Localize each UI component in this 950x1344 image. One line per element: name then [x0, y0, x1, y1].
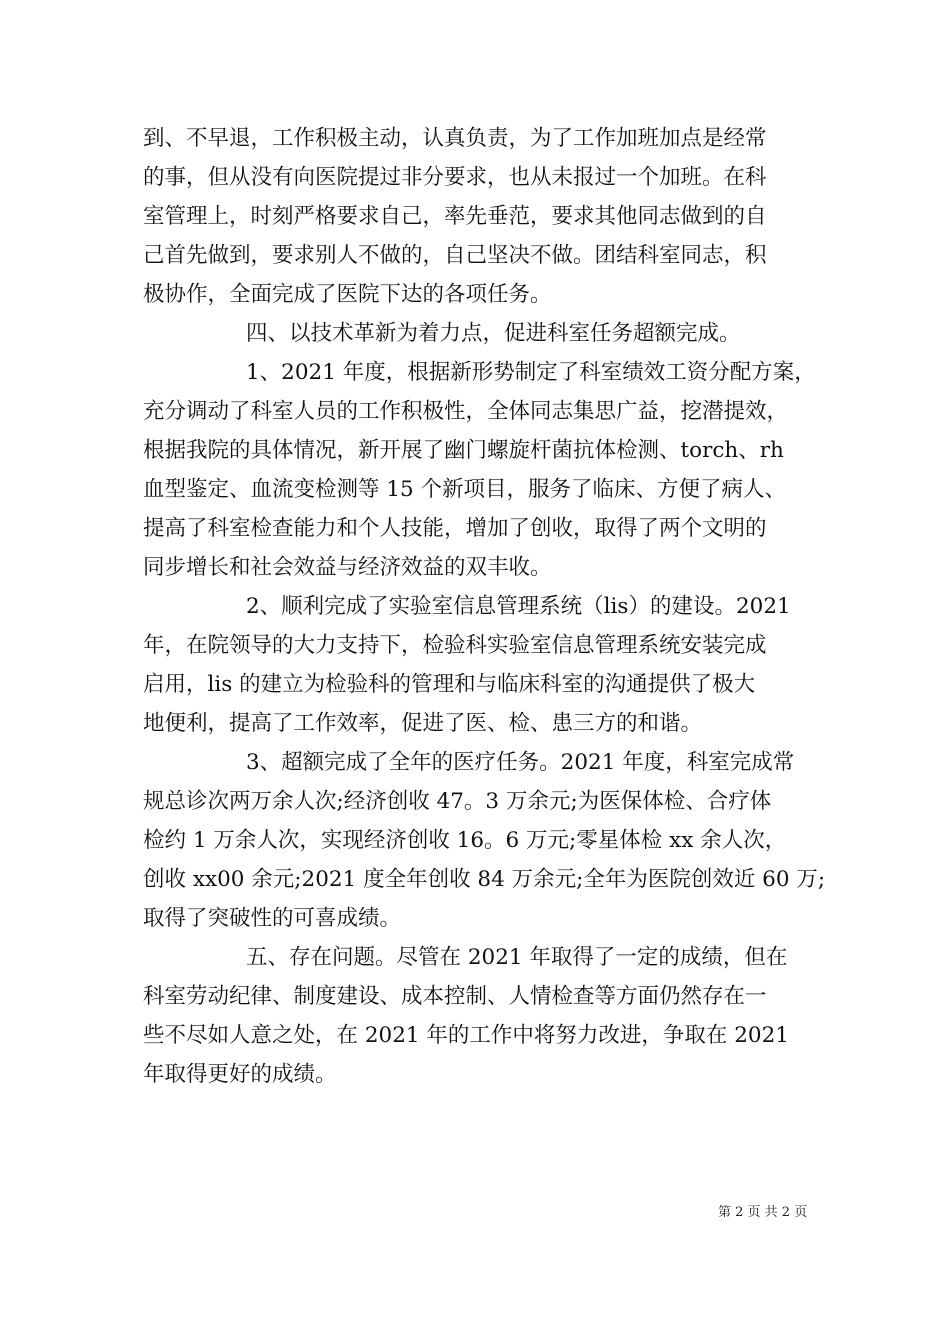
text-line: 启用，lis 的建立为检验科的管理和与临床科室的沟通提供了极大 — [143, 672, 756, 697]
text-line: 同步增长和社会效益与经济效益的双丰收。 — [143, 555, 552, 580]
paragraph-start: 1、2021 年度，根据新形势制定了科室绩效工资分配方案， — [246, 360, 816, 385]
text-line: 充分调动了科室人员的工作积极性，全体同志集思广益，挖潜提效， — [143, 399, 789, 424]
text-line: 提高了科室检查能力和个人技能，增加了创收，取得了两个文明的 — [143, 516, 767, 541]
text-line: 取得了突破性的可喜成绩。 — [143, 906, 402, 931]
paragraph-start: 3、超额完成了全年的医疗任务。2021 年度，科室完成常 — [246, 750, 795, 775]
text-line: 些不尽如人意之处，在 2021 年的工作中将努力改进，争取在 2021 — [143, 1023, 789, 1048]
page-number-footer: 第 2 页 共 2 页 — [718, 1205, 808, 1220]
paragraph-start: 2、顺利完成了实验室信息管理系统（lis）的建设。2021 — [246, 594, 791, 619]
text-line: 创收 xx00 余元;2021 度全年创收 84 万余元;全年为医院创效近 60 万; — [143, 867, 826, 892]
text-line: 年取得更好的成绩。 — [143, 1062, 337, 1087]
section-heading-4: 四、以技术革新为着力点，促进科室任务超额完成。 — [246, 321, 741, 346]
text-line: 到、不早退，工作积极主动，认真负责，为了工作加班加点是经常 — [143, 126, 767, 151]
text-line: 规总诊次两万余人次;经济创收 47。3 万余元;为医保体检、合疗体 — [143, 789, 772, 814]
section-heading-5: 五、存在问题。尽管在 2021 年取得了一定的成绩，但在 — [246, 945, 788, 970]
text-line: 极协作，全面完成了医院下达的各项任务。 — [143, 282, 552, 307]
text-line: 己首先做到，要求别人不做的，自己坚决不做。团结科室同志，积 — [143, 243, 767, 268]
text-line: 的事，但从没有向医院提过非分要求，也从未报过一个加班。在科 — [143, 165, 767, 190]
text-line: 检约 1 万余人次，实现经济创收 16。6 万元;零星体检 xx 余人次， — [143, 828, 787, 853]
text-line: 血型鉴定、血流变检测等 15 个新项目，服务了临床、方便了病人、 — [143, 477, 787, 502]
text-line: 年，在院领导的大力支持下，检验科实验室信息管理系统安装完成 — [143, 633, 767, 658]
text-line: 室管理上，时刻严格要求自己，率先垂范，要求其他同志做到的自 — [143, 204, 767, 229]
text-line: 根据我院的具体情况，新开展了幽门螺旋杆菌抗体检测、torch、rh — [143, 438, 784, 463]
text-line: 地便利，提高了工作效率，促进了医、检、患三方的和谐。 — [143, 711, 703, 736]
text-line: 科室劳动纪律、制度建设、成本控制、人情检查等方面仍然存在一 — [143, 984, 767, 1009]
